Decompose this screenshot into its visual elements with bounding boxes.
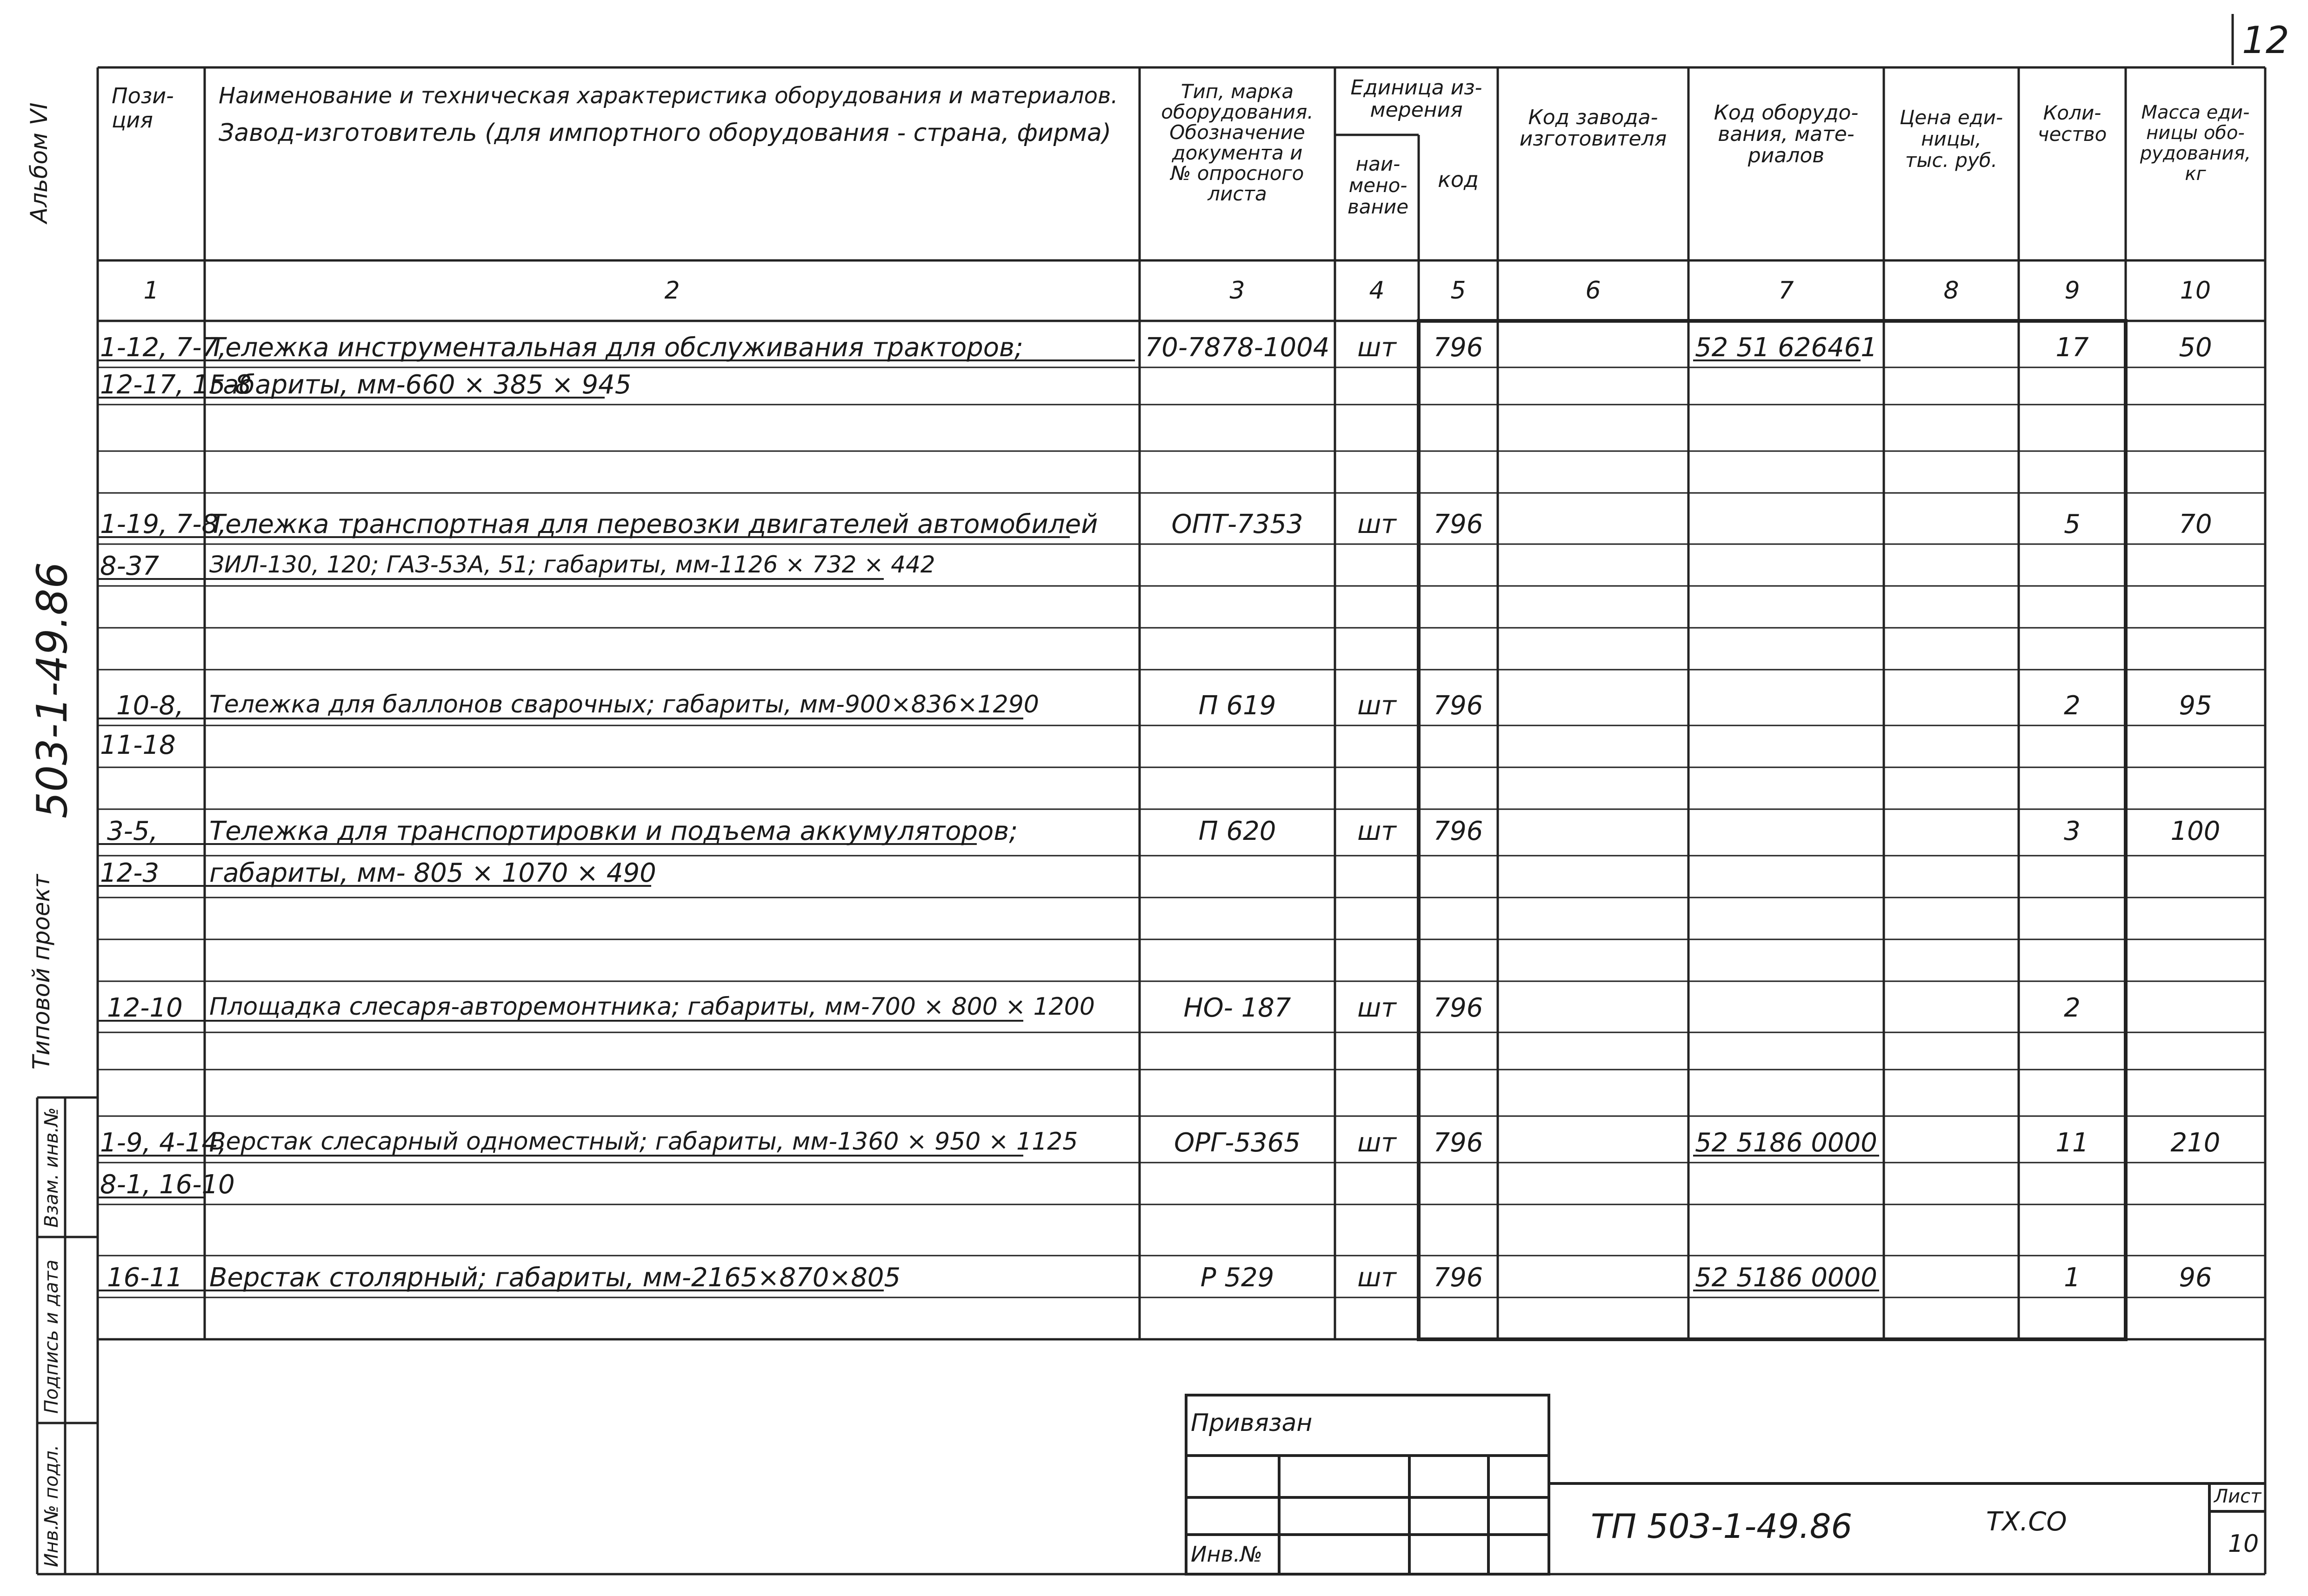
row-description: Тележка транспортная для перевозки двигателей автомобилей bbox=[209, 509, 1098, 539]
row-code: 796 bbox=[1433, 1128, 1483, 1158]
row-type: П 620 bbox=[1198, 816, 1276, 846]
row-unit: шт bbox=[1357, 691, 1396, 721]
album-label: Альбом VI bbox=[26, 102, 53, 223]
row-quantity: 2 bbox=[2064, 691, 2081, 721]
header-unit: Единица из- мерения bbox=[1350, 76, 1482, 122]
row-type: 70-7878-1004 bbox=[1145, 332, 1330, 363]
header-quantity: Коли- чество bbox=[2037, 101, 2107, 146]
header-name-line1: Наименование и техническая характеристика оборудования и материалов. bbox=[219, 83, 1118, 109]
col-number-9: 9 bbox=[2064, 277, 2080, 305]
row-position: 12-3 bbox=[100, 858, 160, 888]
stamp-sheet-label: Лист bbox=[2214, 1486, 2261, 1507]
header-plant-code: Код завода- изготовителя bbox=[1519, 106, 1667, 151]
col-number-3: 3 bbox=[1229, 277, 1245, 305]
col-number-4: 4 bbox=[1369, 277, 1385, 305]
row-code: 796 bbox=[1433, 332, 1483, 363]
row-description: Тележка инструментальная для обслуживания тракторов; bbox=[209, 332, 1023, 363]
row-type: ОРГ-5365 bbox=[1174, 1128, 1301, 1158]
row-unit: шт bbox=[1357, 1128, 1396, 1158]
row-code: 796 bbox=[1433, 993, 1483, 1023]
row-position: 3-5, bbox=[107, 816, 158, 846]
row-quantity: 5 bbox=[2064, 509, 2081, 539]
header-name-line2: Завод-изготовитель (для импортного оборудования - страна, фирма) bbox=[219, 119, 1112, 147]
inv-orig-label: Взам. инв.№ bbox=[41, 1107, 62, 1228]
header-position: Пози- ция bbox=[112, 83, 174, 133]
sign-date-label: Подпись и дата bbox=[41, 1259, 62, 1414]
row-quantity: 17 bbox=[2055, 332, 2089, 363]
row-mass: 100 bbox=[2170, 816, 2221, 846]
stamp-sheet-value: 10 bbox=[2228, 1530, 2259, 1558]
row-unit: шт bbox=[1357, 993, 1396, 1023]
stamp-document-code: ТП 503-1-49.86 bbox=[1591, 1507, 1853, 1546]
row-mass: 50 bbox=[2179, 332, 2212, 363]
stamp-section: ТХ.СО bbox=[1986, 1507, 2067, 1537]
row-type: Р 529 bbox=[1200, 1263, 1274, 1293]
row-position: 8-1, 16-10 bbox=[100, 1170, 235, 1200]
row-type: П 619 bbox=[1198, 691, 1276, 721]
row-position: 12-17, 15-8 bbox=[100, 370, 252, 400]
row-quantity: 3 bbox=[2064, 816, 2081, 846]
header-unit-code: код bbox=[1438, 167, 1479, 192]
row-position: 16-11 bbox=[107, 1263, 183, 1293]
row-mass: 70 bbox=[2179, 509, 2212, 539]
row-unit: шт bbox=[1357, 332, 1396, 363]
row-description: Верстак столярный; габариты, мм-2165×870×805 bbox=[209, 1263, 901, 1293]
row-description: габариты, мм- 805 × 1070 × 490 bbox=[209, 858, 656, 888]
row-position: 12-10 bbox=[107, 993, 183, 1023]
row-position: 1-12, 7-7, bbox=[100, 332, 227, 363]
col-number-2: 2 bbox=[664, 277, 680, 305]
stamp-inv-label: Инв.№ bbox=[1191, 1542, 1263, 1567]
row-quantity: 11 bbox=[2055, 1128, 2089, 1158]
row-description: Площадка слесаря-авторемонтника; габариты, мм-700 × 800 × 1200 bbox=[209, 993, 1095, 1021]
row-mass: 96 bbox=[2179, 1263, 2212, 1293]
row-type: ОПТ-7353 bbox=[1171, 509, 1303, 539]
row-quantity: 2 bbox=[2064, 993, 2081, 1023]
row-unit: шт bbox=[1357, 509, 1396, 539]
row-description: Тележка для транспортировки и подъема аккумуляторов; bbox=[209, 816, 1018, 846]
project-label: Типовой проект bbox=[28, 874, 55, 1070]
header-equipment-code: Код оборудо- вания, мате- риалов bbox=[1714, 101, 1859, 167]
row-quantity: 1 bbox=[2064, 1263, 2081, 1293]
header-unit-name: наи- мено- вание bbox=[1347, 153, 1409, 218]
col-number-10: 10 bbox=[2180, 277, 2211, 305]
row-position: 1-19, 7-8, bbox=[100, 509, 227, 539]
col-number-5: 5 bbox=[1450, 277, 1466, 305]
row-unit: шт bbox=[1357, 816, 1396, 846]
col-number-1: 1 bbox=[143, 277, 159, 305]
stamp-bound-label: Привязан bbox=[1191, 1409, 1313, 1437]
row-position: 11-18 bbox=[100, 730, 176, 760]
row-description: ЗИЛ-130, 120; ГАЗ-53А, 51; габариты, мм-1126 × 732 × 442 bbox=[209, 551, 935, 578]
header-price: Цена еди- ницы, тыс. руб. bbox=[1899, 106, 2003, 172]
row-equipment-code: 52 5186 0000 bbox=[1695, 1128, 1877, 1158]
col-number-7: 7 bbox=[1778, 277, 1794, 305]
row-description: габариты, мм-660 × 385 × 945 bbox=[209, 370, 632, 400]
project-code-side: 503-1-49.86 bbox=[28, 562, 77, 818]
header-mass: Масса еди- ницы обо- рудования, кг bbox=[2140, 102, 2251, 185]
row-equipment-code: 52 5186 0000 bbox=[1695, 1263, 1877, 1293]
row-code: 796 bbox=[1433, 509, 1483, 539]
row-code: 796 bbox=[1433, 1263, 1483, 1293]
sheet-number: 12 bbox=[2242, 19, 2289, 62]
row-position: 10-8, bbox=[116, 691, 184, 721]
row-description: Верстак слесарный одноместный; габариты, мм-1360 × 950 × 1125 bbox=[209, 1128, 1078, 1156]
row-mass: 95 bbox=[2179, 691, 2212, 721]
inv-no-label: Инв.№ подл. bbox=[41, 1444, 62, 1567]
col-number-8: 8 bbox=[1943, 277, 1959, 305]
row-unit: шт bbox=[1357, 1263, 1396, 1293]
row-equipment-code: 52 51 626461 bbox=[1695, 332, 1877, 363]
row-position: 8-37 bbox=[100, 551, 160, 581]
row-code: 796 bbox=[1433, 816, 1483, 846]
row-position: 1-9, 4-14, bbox=[100, 1128, 227, 1158]
header-type: Тип, марка оборудования. Обозначение документа и № опросного листа bbox=[1161, 80, 1314, 205]
row-mass: 210 bbox=[2170, 1128, 2221, 1158]
row-code: 796 bbox=[1433, 691, 1483, 721]
row-type: НО- 187 bbox=[1183, 993, 1291, 1023]
col-number-6: 6 bbox=[1585, 277, 1601, 305]
row-description: Тележка для баллонов сварочных; габариты, мм-900×836×1290 bbox=[209, 691, 1039, 718]
